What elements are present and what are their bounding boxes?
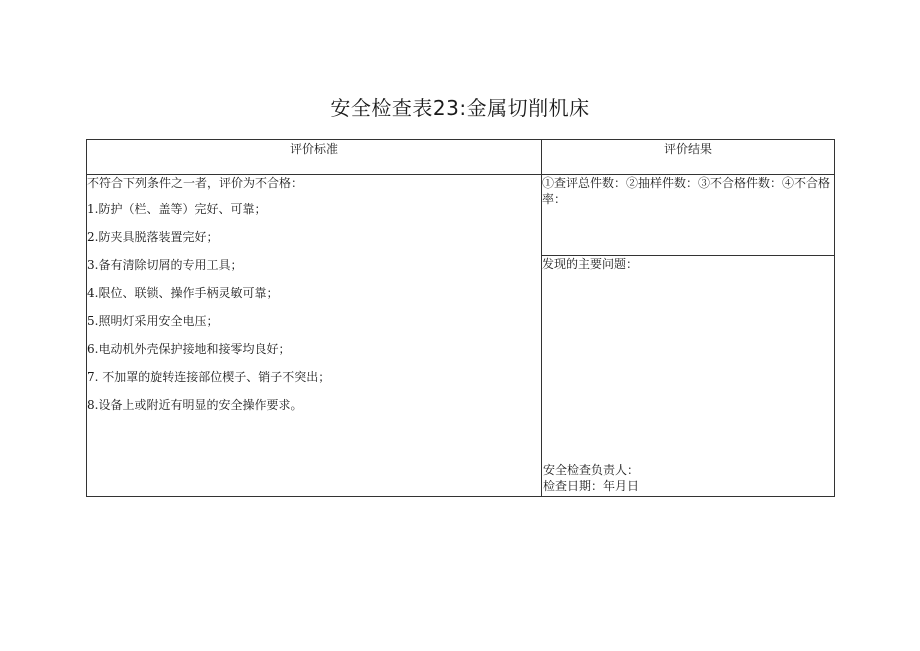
criteria-item: 2.防夹具脱落装置完好； [87, 230, 219, 244]
signoff-block [543, 462, 639, 494]
criteria-item: 1.防护（栏、盖等）完好、可靠； [87, 202, 267, 216]
criteria-item: 4.限位、联锁、操作手柄灵敏可靠； [87, 286, 279, 300]
table-body-row [87, 175, 835, 256]
criteria-item: 3.备有清除切屑的专用工具； [87, 258, 243, 272]
result-stats-cell [542, 175, 835, 256]
result-stats-text: ①查评总件数：②抽样件数：③不合格件数：④不合格率： [542, 176, 831, 206]
criteria-item: 7. 不加罩的旋转连接部位楔子、销子不突出； [87, 370, 331, 384]
issues-label: 发现的主要问题： [542, 257, 639, 272]
criteria-cell [87, 175, 542, 497]
criteria-item: 8.设备上或附近有明显的安全操作要求。 [87, 398, 303, 412]
header-results: 评价结果 [542, 140, 835, 175]
table-header-row [87, 140, 835, 175]
inspection-table [86, 139, 835, 497]
criteria-item: 5.照明灯采用安全电压； [87, 314, 219, 328]
criteria-intro: 不符合下列条件之一者，评价为不合格： [87, 176, 304, 190]
criteria-item: 6.电动机外壳保护接地和接零均良好； [87, 342, 291, 356]
date-label: 检查日期：年月日 [543, 479, 640, 493]
page-title: 安全检查表23:金属切削机床 [330, 96, 590, 120]
header-criteria: 评价标准 [87, 140, 542, 175]
issues-cell [542, 256, 835, 497]
responsible-label: 安全检查负责人： [543, 463, 640, 477]
